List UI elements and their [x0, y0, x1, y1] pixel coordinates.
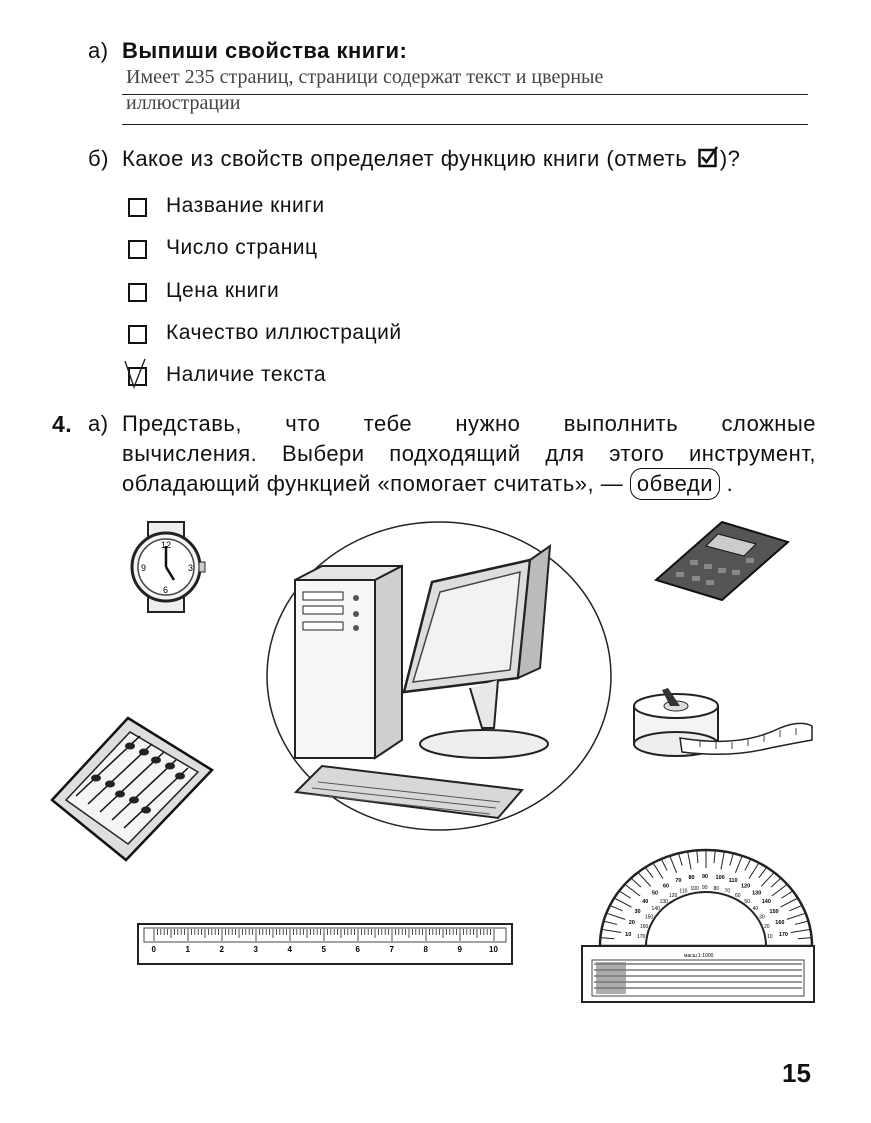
ruler-tick-label: 0: [151, 945, 156, 954]
ruler-tick-label: 1: [185, 945, 190, 954]
svg-text:12: 12: [161, 540, 172, 550]
protractor-outer-label: 100: [715, 875, 725, 882]
protractor-inner-label: 120: [669, 892, 678, 899]
ruler-tick-label: 8: [423, 945, 428, 954]
tape-measure-icon[interactable]: [634, 688, 812, 756]
ruler-tick-label: 2: [219, 945, 224, 954]
protractor-inner-label: 10: [766, 933, 773, 940]
task-4-line-3-text: обладающий функцией «помогает считать», —: [122, 471, 624, 496]
ruler-tick-label: 5: [321, 945, 326, 954]
task-4-line-2: вычисления. Выбери подходящий для этого инструмент,: [122, 441, 816, 466]
circled-word: обведи: [630, 468, 720, 500]
protractor-outer-label: 120: [741, 883, 751, 890]
protractor-inner-label: 70: [724, 888, 731, 895]
protractor-outer-label: 60: [663, 883, 670, 890]
protractor-inner-label: 90: [702, 885, 708, 891]
protractor-outer-label: 70: [675, 878, 682, 885]
ruler-icon[interactable]: [138, 924, 512, 964]
protractor-outer-label: 110: [728, 878, 738, 885]
task-a-title: Выпиши свойства книги:: [122, 38, 408, 63]
task-b-question: [122, 146, 740, 172]
task-b-label: б): [88, 146, 109, 171]
protractor-outer-label: 40: [642, 899, 649, 906]
checkbox-option-2[interactable]: [128, 240, 147, 259]
task-4-line-1: Представь, что тебе нужно выполнить сложные: [122, 411, 816, 436]
protractor-outer-label: 170: [778, 931, 789, 938]
task-4-number: 4.: [52, 411, 73, 437]
protractor-inner-label: 50: [744, 898, 750, 905]
checkmark-box-icon: [698, 146, 720, 168]
task-4-line-3: [122, 468, 822, 500]
protractor-inner-label: 130: [659, 898, 668, 905]
protractor-inner-label: 150: [644, 914, 654, 921]
protractor-outer-label: 50: [651, 890, 658, 897]
task-b-question-end: )?: [719, 146, 741, 171]
svg-text:3: 3: [188, 563, 194, 573]
svg-text:6: 6: [163, 585, 169, 595]
protractor-scale-label: масш 1:1000: [684, 953, 714, 959]
ruler-tick-label: 10: [489, 945, 498, 954]
checkbox-option-1[interactable]: [128, 198, 147, 217]
wristwatch-icon[interactable]: [132, 522, 205, 612]
protractor-inner-label: 170: [637, 933, 646, 940]
page-number: 15: [782, 1058, 811, 1088]
protractor-inner-label: 160: [639, 923, 649, 930]
answer-rule-2: [122, 124, 808, 125]
protractor-outer-label: 140: [761, 899, 771, 906]
protractor-outer-label: 30: [634, 909, 641, 915]
check-mark-icon: [121, 357, 151, 389]
illustrations: [0, 500, 871, 1020]
protractor-inner-label: 60: [735, 892, 741, 899]
protractor-inner-label: 100: [690, 885, 699, 892]
protractor-inner-label: 110: [679, 888, 688, 895]
ruler-tick-label: 9: [457, 945, 462, 954]
protractor-outer-label: 10: [625, 931, 632, 938]
abacus-icon[interactable]: [52, 718, 212, 860]
checkbox-option-3[interactable]: [128, 283, 147, 302]
protractor-outer-label: 150: [769, 909, 779, 915]
protractor-outer-label: 90: [702, 874, 709, 880]
svg-text:9: 9: [141, 563, 147, 573]
protractor-inner-label: 140: [651, 906, 660, 913]
checkbox-option-4[interactable]: [128, 325, 147, 344]
task-a-label: а): [88, 38, 109, 63]
computer-icon[interactable]: [267, 522, 611, 830]
protractor-inner-label: 80: [713, 885, 720, 892]
protractor-inner-label: 40: [752, 906, 759, 913]
ruler-tick-label: 7: [389, 945, 394, 954]
task-4-end-punct: .: [726, 471, 734, 496]
protractor-inner-label: 30: [759, 914, 765, 921]
ruler-tick-label: 6: [355, 945, 360, 954]
ruler-tick-label: 3: [253, 945, 258, 954]
ruler-tick-label: 4: [287, 945, 292, 954]
protractor-icon[interactable]: [582, 850, 814, 1002]
option-label-2: Число страниц: [166, 236, 318, 259]
protractor-outer-label: 80: [688, 875, 695, 882]
protractor-outer-label: 20: [628, 920, 635, 927]
answer-line-2[interactable]: иллюстрации: [126, 92, 241, 114]
option-label-5: Наличие текста: [166, 363, 327, 386]
task-b-question-text: Какое из свойств определяет функцию книги (отметь: [122, 146, 688, 171]
protractor-outer-label: 160: [775, 920, 785, 927]
option-label-3: Цена книги: [166, 279, 280, 302]
calculator-icon[interactable]: [656, 522, 788, 600]
task-4-label: а): [88, 411, 109, 436]
checkbox-option-5[interactable]: [128, 367, 147, 386]
protractor-inner-label: 20: [764, 923, 770, 930]
protractor-outer-label: 130: [752, 890, 762, 897]
option-label-4: Качество иллюстраций: [166, 321, 402, 344]
option-label-1: Название книги: [166, 194, 325, 217]
answer-line-1[interactable]: Имеет 235 страниц, страници содержат текст и цверные: [126, 66, 604, 88]
